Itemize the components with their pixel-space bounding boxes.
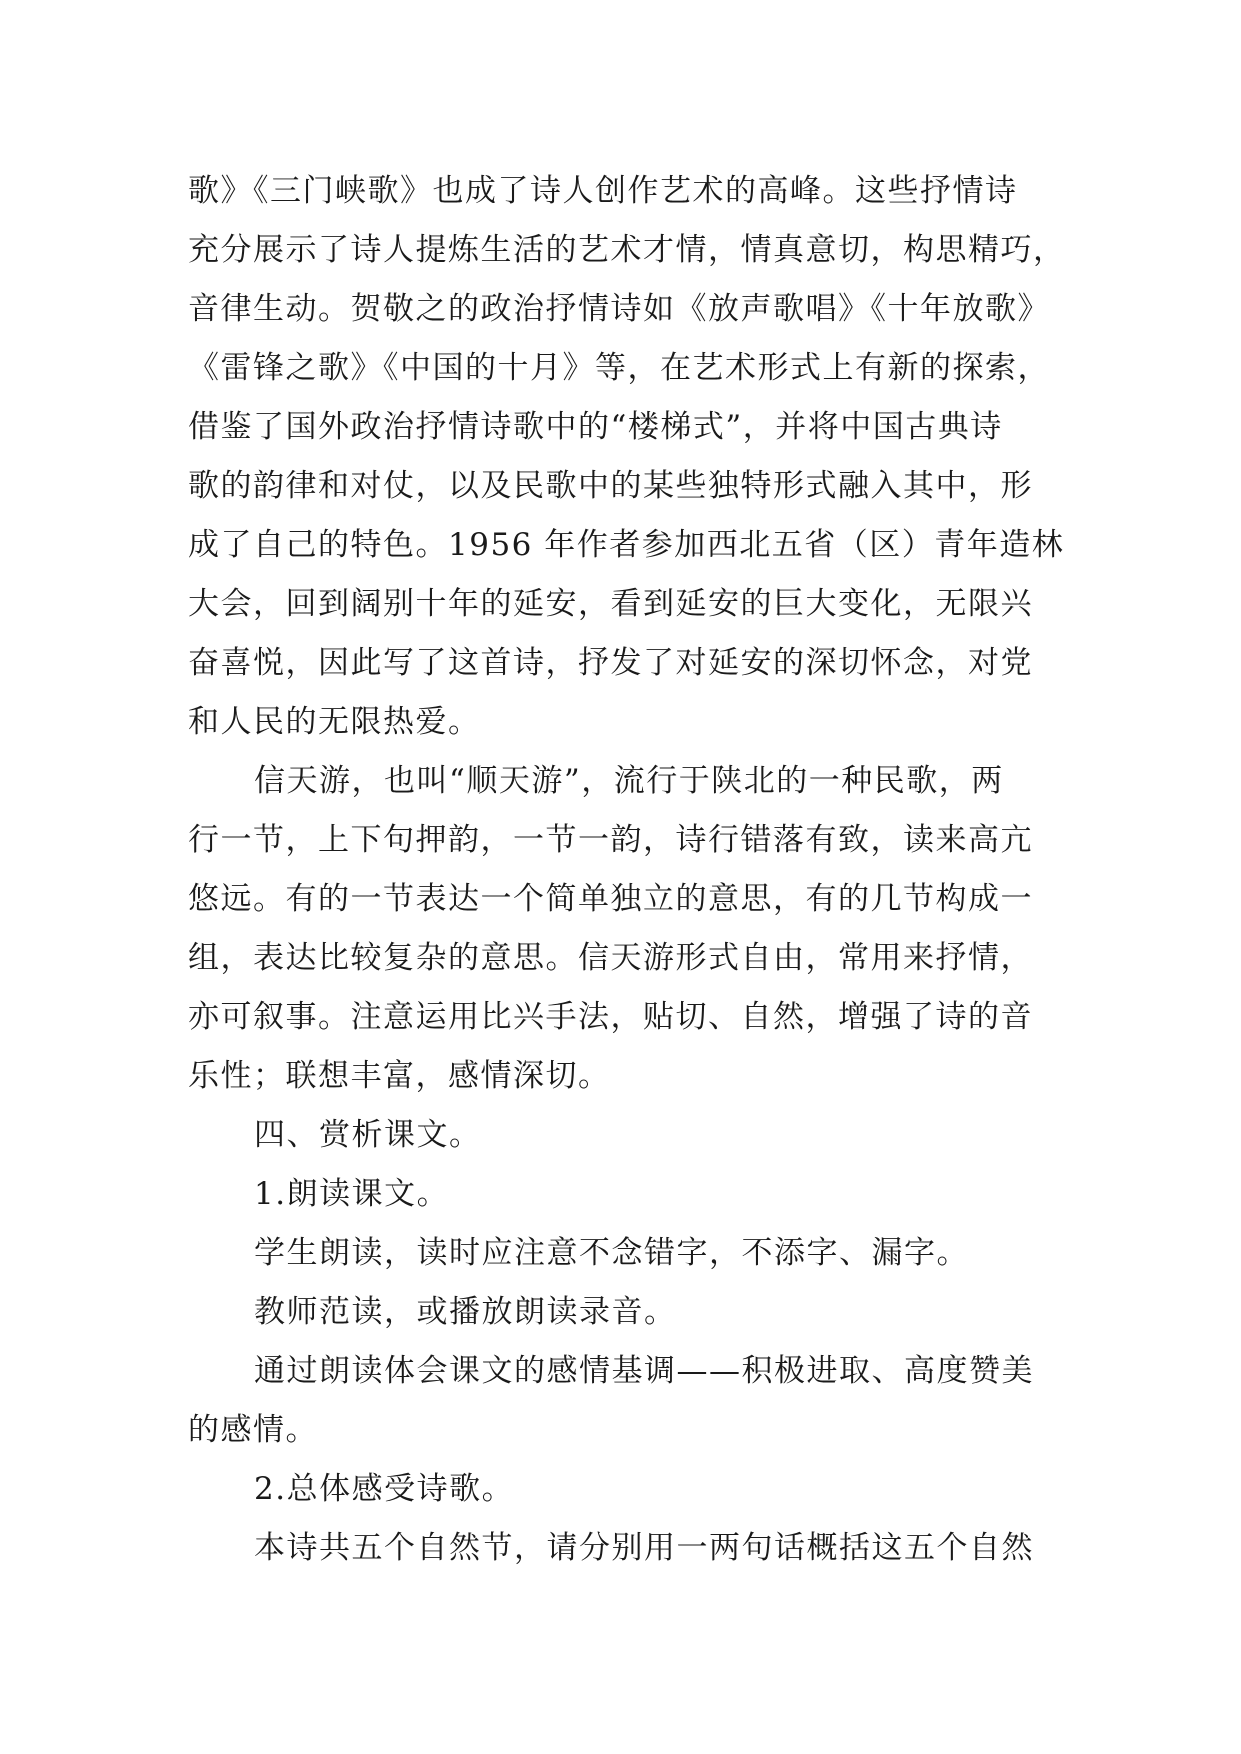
text-line: 的感情。	[188, 1412, 318, 1448]
paragraph-first-line: 教师范读，或播放朗读录音。	[254, 1294, 677, 1330]
paragraph-first-line: 本诗共五个自然节，请分别用一两句话概括这五个自然	[254, 1530, 1034, 1566]
text-line: 亦可叙事。注意运用比兴手法，贴切、自然，增强了诗的音	[188, 999, 1033, 1035]
subsection-heading: 2.总体感受诗歌。	[254, 1471, 515, 1507]
text-line: 大会，回到阔别十年的延安，看到延安的巨大变化，无限兴	[188, 586, 1033, 622]
paragraph-first-line: 信天游，也叫“顺天游”，流行于陕北的一种民歌，两	[254, 763, 1004, 799]
text-line: 奋喜悦，因此写了这首诗，抒发了对延安的深切怀念，对党	[188, 645, 1033, 681]
text-line: 《雷锋之歌》《中国的十月》等，在艺术形式上有新的探索，	[188, 350, 1050, 386]
text-line: 歌的韵律和对仗，以及民歌中的某些独特形式融入其中，形	[188, 468, 1033, 504]
section-heading: 四、赏析课文。	[254, 1117, 482, 1153]
subsection-heading: 1.朗读课文。	[254, 1176, 450, 1212]
text-line: 乐性；联想丰富，感情深切。	[188, 1058, 611, 1094]
text-line: 组，表达比较复杂的意思。信天游形式自由，常用来抒情，	[188, 940, 1033, 976]
text-line: 和人民的无限热爱。	[188, 704, 481, 740]
text-line: 借鉴了国外政治抒情诗歌中的“楼梯式”，并将中国古典诗	[188, 409, 1003, 445]
text-line: 成了自己的特色。1956 年作者参加西北五省（区）青年造林	[188, 527, 1065, 563]
text-line: 音律生动。贺敬之的政治抒情诗如《放声歌唱》《十年放歌》	[188, 291, 1050, 327]
paragraph-first-line: 学生朗读，读时应注意不念错字，不添字、漏字。	[254, 1235, 969, 1271]
text-line: 行一节，上下句押韵，一节一韵，诗行错落有致，读来高亢	[188, 822, 1033, 858]
text-line: 歌》《三门峡歌》也成了诗人创作艺术的高峰。这些抒情诗	[188, 173, 1018, 209]
paragraph-first-line: 通过朗读体会课文的感情基调——积极进取、高度赞美	[254, 1353, 1034, 1389]
document-body	[188, 162, 1068, 1578]
text-line: 充分展示了诗人提炼生活的艺术才情，情真意切，构思精巧，	[188, 232, 1066, 268]
text-line: 悠远。有的一节表达一个简单独立的意思，有的几节构成一	[188, 881, 1033, 917]
